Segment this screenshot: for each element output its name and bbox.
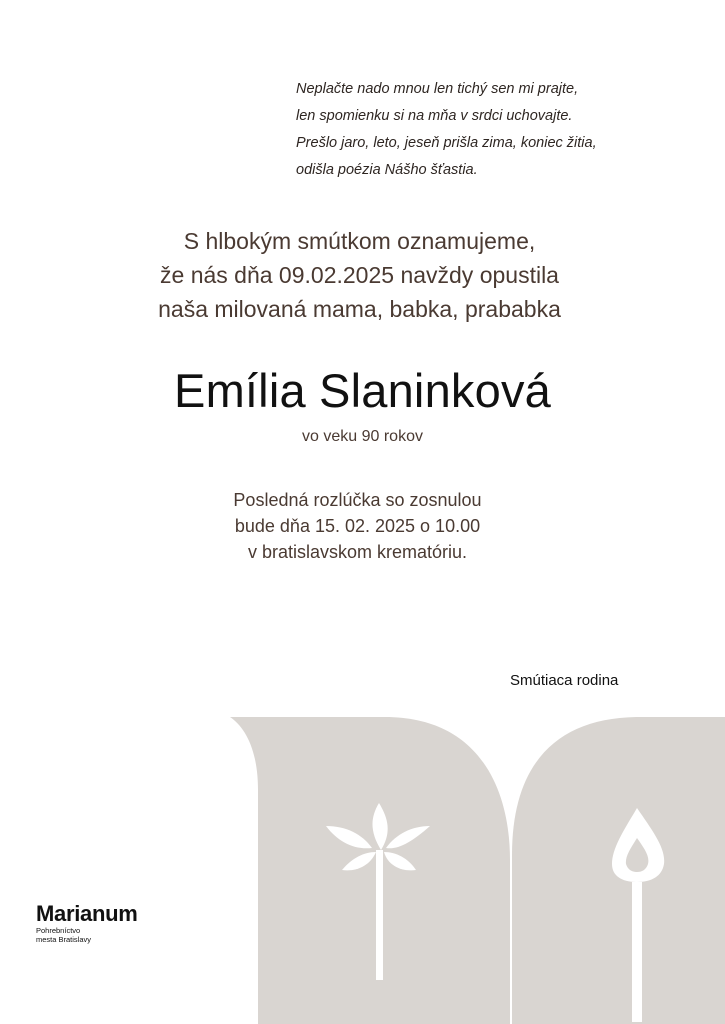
announcement-line: naša milovaná mama, babka, prababka xyxy=(158,296,561,322)
logo-subline: Pohrebníctvo xyxy=(36,926,81,935)
logo-subline: mesta Bratislavy xyxy=(36,935,92,944)
deceased-age: vo veku 90 rokov xyxy=(302,428,423,445)
announcement-line: S hlbokým smútkom oznamujeme, xyxy=(183,228,536,254)
poem-line: Prešlo jaro, leto, jeseň prišla zima, koniec žitia, xyxy=(296,135,597,151)
marianum-logo xyxy=(36,902,138,944)
announcement xyxy=(0,224,725,326)
poem-line: len spomienku si na mňa v srdci uchovajte. xyxy=(296,108,573,124)
logo-brand: Marianum xyxy=(36,901,138,926)
announcement-line: že nás dňa 09.02.2025 navždy opustila xyxy=(160,262,559,288)
ceremony-line: bude dňa 15. 02. 2025 o 10.00 xyxy=(234,516,481,536)
ceremony-info xyxy=(0,487,725,565)
poem xyxy=(296,76,696,184)
signature: Smútiaca rodina xyxy=(510,672,619,689)
poem-line: odišla poézia Nášho šťastia. xyxy=(296,162,478,178)
emblem-left-shape xyxy=(230,717,510,1024)
ceremony-line: v bratislavskom krematóriu. xyxy=(247,542,468,562)
ceremony-line: Posledná rozlúčka so zosnulou xyxy=(233,490,482,510)
deceased-name: Emília Slaninková xyxy=(174,364,551,417)
poem-line: Neplačte nado mnou len tichý sen mi prajte, xyxy=(296,81,579,97)
